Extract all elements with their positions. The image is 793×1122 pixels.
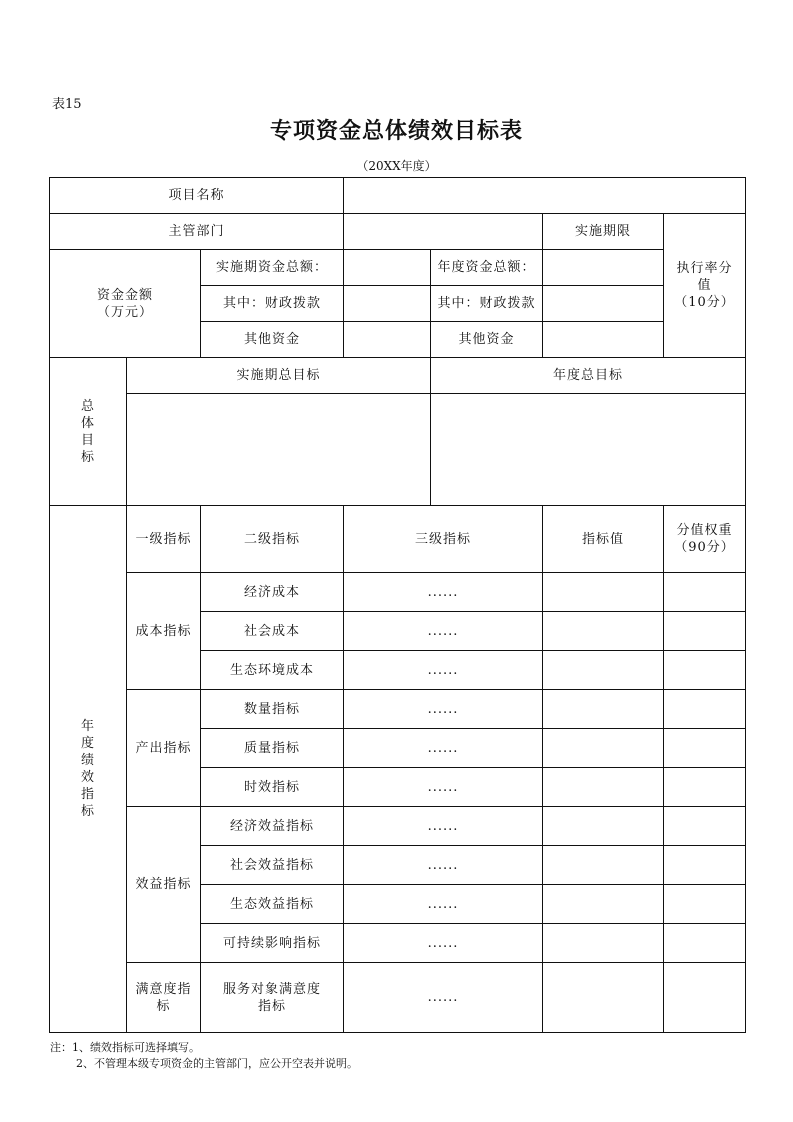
footnotes	[50, 1040, 358, 1072]
level2-item: 数量指标	[201, 690, 344, 729]
level2-item: 生态环境成本	[201, 651, 344, 690]
weight-field[interactable]	[664, 729, 746, 768]
period-total-field[interactable]	[344, 250, 431, 286]
rate-label-1: 执行率分	[676, 261, 733, 276]
rate-label-3: （10分）	[674, 295, 735, 310]
value-field[interactable]	[543, 612, 664, 651]
indicator-char: 绩	[80, 753, 95, 768]
funds-label-1: 资金金额	[96, 287, 153, 303]
weight-field[interactable]	[664, 690, 746, 729]
period-other-field[interactable]	[344, 322, 431, 358]
goal-char: 目	[80, 432, 95, 448]
level3-field[interactable]: ......	[344, 729, 543, 768]
header-weight-2: （90分）	[674, 540, 735, 555]
header-weight	[664, 506, 746, 573]
annual-fiscal-label: 其中：财政拨款	[431, 286, 543, 322]
value-field[interactable]	[543, 963, 664, 1033]
level2-item: 经济成本	[201, 573, 344, 612]
dept-label: 主管部门	[50, 214, 344, 250]
weight-field[interactable]	[664, 573, 746, 612]
value-field[interactable]	[543, 846, 664, 885]
value-field[interactable]	[543, 651, 664, 690]
overall-goal-label	[50, 358, 127, 506]
level2-item: 质量指标	[201, 729, 344, 768]
level2-item: 社会成本	[201, 612, 344, 651]
page-title: 专项资金总体绩效目标表	[269, 119, 523, 144]
indicator-char: 标	[80, 804, 95, 819]
fiscal-year: （20XX年度）	[356, 159, 437, 173]
note-2: 2、不管理本级专项资金的主管部门，应公开空表并说明。	[76, 1057, 358, 1070]
period-fiscal-label: 其中：财政拨款	[201, 286, 344, 322]
annual-fiscal-field[interactable]	[543, 286, 664, 322]
level3-field[interactable]: ......	[344, 612, 543, 651]
annual-total-label: 年度资金总额：	[431, 250, 543, 286]
level3-field[interactable]: ......	[344, 846, 543, 885]
goal-char: 体	[80, 415, 95, 431]
performance-target-table	[49, 177, 746, 1033]
dept-field[interactable]	[344, 214, 543, 250]
funds-label-2: （万元）	[96, 304, 153, 320]
indicator-char: 度	[80, 736, 95, 751]
level3-field[interactable]: ......	[344, 690, 543, 729]
value-field[interactable]	[543, 573, 664, 612]
level3-field[interactable]: ......	[344, 963, 543, 1033]
period-goal-header: 实施期总目标	[127, 358, 431, 394]
indicator-char: 指	[80, 787, 95, 802]
annual-other-label: 其他资金	[431, 322, 543, 358]
rate-cell	[664, 214, 746, 358]
value-field[interactable]	[543, 885, 664, 924]
header-value: 指标值	[543, 506, 664, 573]
weight-field[interactable]	[664, 768, 746, 807]
annual-goal-header: 年度总目标	[431, 358, 746, 394]
level1-benefit: 效益指标	[127, 807, 201, 963]
period-other-label: 其他资金	[201, 322, 344, 358]
project-name-field[interactable]	[344, 178, 746, 214]
weight-field[interactable]	[664, 807, 746, 846]
value-field[interactable]	[543, 768, 664, 807]
level1-output: 产出指标	[127, 690, 201, 807]
header-level1: 一级指标	[127, 506, 201, 573]
level2-item: 生态效益指标	[201, 885, 344, 924]
note-1: 注：1、绩效指标可选择填写。	[50, 1041, 200, 1054]
period-fiscal-field[interactable]	[344, 286, 431, 322]
weight-field[interactable]	[664, 846, 746, 885]
goal-char: 总	[80, 398, 95, 414]
level3-field[interactable]: ......	[344, 885, 543, 924]
weight-field[interactable]	[664, 885, 746, 924]
header-level3: 三级指标	[344, 506, 543, 573]
weight-field[interactable]	[664, 612, 746, 651]
value-field[interactable]	[543, 690, 664, 729]
level2-satisfaction-2: 指标	[258, 998, 287, 1014]
level3-field[interactable]: ......	[344, 768, 543, 807]
weight-field[interactable]	[664, 651, 746, 690]
value-field[interactable]	[543, 807, 664, 846]
level3-field[interactable]: ......	[344, 807, 543, 846]
level2-item: 可持续影响指标	[201, 924, 344, 963]
level3-field[interactable]: ......	[344, 924, 543, 963]
period-total-label: 实施期资金总额：	[201, 250, 344, 286]
level1-cost: 成本指标	[127, 573, 201, 690]
level2-satisfaction-1: 服务对象满意度	[223, 981, 322, 997]
annual-goal-field[interactable]	[431, 394, 746, 506]
level1-satisfaction	[127, 963, 201, 1033]
level2-item: 时效指标	[201, 768, 344, 807]
header-weight-1: 分值权重	[676, 523, 733, 538]
rate-label-2: 值	[697, 278, 712, 293]
indicator-char: 年	[80, 719, 95, 734]
value-field[interactable]	[543, 924, 664, 963]
level3-field[interactable]: ......	[344, 651, 543, 690]
level1-satisfaction-2: 标	[156, 998, 171, 1014]
annual-other-field[interactable]	[543, 322, 664, 358]
level3-field[interactable]: ......	[344, 573, 543, 612]
project-name-label: 项目名称	[50, 178, 344, 214]
weight-field[interactable]	[664, 963, 746, 1033]
period-goal-field[interactable]	[127, 394, 431, 506]
level2-item	[201, 963, 344, 1033]
level1-satisfaction-1: 满意度指	[135, 981, 192, 997]
weight-field[interactable]	[664, 924, 746, 963]
funds-label	[50, 250, 201, 358]
level2-item: 经济效益指标	[201, 807, 344, 846]
level2-item: 社会效益指标	[201, 846, 344, 885]
goal-char: 标	[80, 449, 95, 465]
indicator-char: 效	[80, 770, 95, 785]
annual-total-field[interactable]	[543, 250, 664, 286]
period-label: 实施期限	[543, 214, 664, 250]
header-level2: 二级指标	[201, 506, 344, 573]
annual-indicator-label	[50, 506, 127, 1033]
table-number: 表15	[52, 97, 82, 112]
value-field[interactable]	[543, 729, 664, 768]
